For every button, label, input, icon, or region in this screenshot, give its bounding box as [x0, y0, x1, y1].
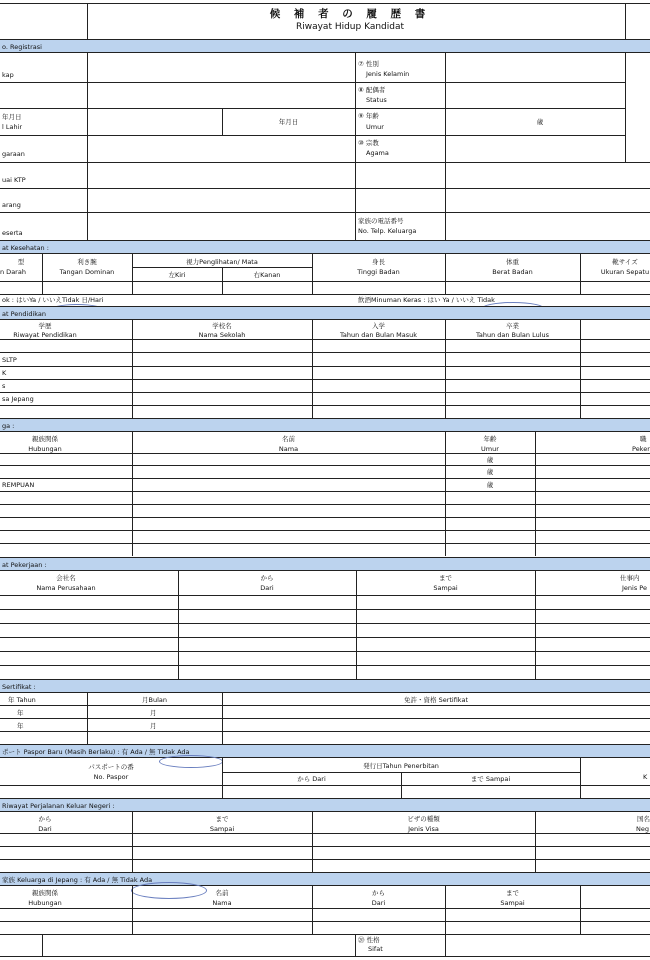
edu-header-school-jp: 学校名	[212, 322, 232, 330]
character-label-id: Sifat	[368, 945, 383, 953]
travel-header-country-jp: 国名	[637, 815, 650, 823]
reg-label-address: arang	[2, 201, 21, 209]
status-label-jp: ⑧ 配偶者	[358, 86, 386, 94]
family-phone-label-id: No. Telp. Keluarga	[358, 227, 417, 235]
family-header-rel-jp: 親族関係	[32, 435, 58, 443]
edu-row-label: s	[2, 382, 6, 390]
cert-header-year: 年 Tahun	[8, 696, 36, 704]
religion-label-jp: ⑩ 宗教	[358, 139, 379, 147]
edu-header-level-id: Riwayat Pendidikan	[13, 331, 77, 339]
form-title-jp: 候 補 者 の 履 歴 書	[269, 8, 431, 20]
age-label-id: Umur	[366, 123, 384, 131]
family-header-job-jp: 職	[640, 435, 647, 443]
reg-label-peserta: eserta	[2, 229, 23, 237]
section-label: o. Registrasi	[2, 43, 42, 51]
section-label: at Pekerjaan :	[2, 561, 47, 569]
edu-header-level-jp: 学歴	[38, 322, 52, 330]
cert-header-name: 免許・資格 Sertifikat	[404, 696, 468, 704]
family-age-unit: 歳	[486, 456, 494, 464]
reg-label-nationality: garaan	[2, 150, 25, 158]
health-header-weight-id: Berat Badan	[492, 268, 533, 276]
work-header-to-jp: まで	[439, 574, 452, 582]
edu-header-out-id: Tahun dan Bulan Lulus	[475, 331, 550, 339]
travel-header-from-id: Dari	[38, 825, 52, 833]
health-header-hand-jp: 利き腕	[77, 258, 97, 266]
eye-left-label: 左Kiri	[168, 271, 186, 279]
health-header-height-id: Tinggi Badan	[357, 268, 400, 276]
section-sertifikat	[0, 679, 650, 693]
health-header-blood-id: n Darah	[0, 268, 26, 276]
section-registrasi	[0, 39, 650, 53]
cert-year-unit: 年	[17, 709, 24, 717]
alcohol-question: 飲酒Minuman Keras : はい Ya / いいえ Tidak	[358, 296, 495, 304]
family-header-name-id: Nama	[278, 445, 299, 453]
passport-from-label: から Dari	[297, 775, 326, 783]
cert-year-unit: 年	[17, 722, 24, 730]
section-label: Riwayat Perjalanan Keluar Negeri :	[2, 802, 115, 810]
health-header-eyes: 視力Penglihatan/ Mata	[186, 258, 258, 266]
section-label: ga :	[2, 422, 15, 430]
section-keluarga	[0, 418, 650, 432]
work-header-company-id: Nama Perusahaan	[36, 584, 96, 592]
jp-family-header-from-id: Dari	[371, 899, 386, 907]
health-header-blood-jp: 型	[17, 258, 25, 266]
gender-label-jp: ⑦ 性別	[358, 60, 379, 68]
edu-row-label: K	[2, 369, 7, 377]
travel-header-visa-jp: ビザの種類	[407, 815, 440, 823]
section-perjalanan	[0, 798, 650, 812]
family-header-job-id: Peker	[632, 445, 650, 453]
cert-month-unit: 月	[150, 709, 157, 717]
family-phone-label-jp: 家族の電話番号	[358, 217, 404, 225]
passport-no-id: No. Paspor	[93, 773, 129, 781]
section-label: at Kesehatan :	[2, 244, 49, 252]
religion-label-id: Agama	[366, 149, 389, 157]
work-header-company-jp: 会社名	[56, 574, 76, 582]
jp-family-header-to-jp: まで	[506, 889, 519, 897]
section-keluarga-jepang	[0, 872, 650, 886]
edu-row-label: sa Jepang	[2, 395, 34, 403]
travel-header-to-id: Sampai	[209, 825, 235, 833]
family-age-unit: 歳	[486, 481, 494, 489]
age-label-jp: ⑨ 年齢	[358, 112, 379, 120]
edu-header-in-jp: 入学	[372, 322, 385, 330]
section-label: at Pendidikan	[2, 310, 47, 318]
edu-header-out-jp: 卒業	[506, 322, 519, 330]
jp-family-header-to-id: Sampai	[500, 899, 525, 907]
section-label: ポート Paspor Baru (Masih Berlaku) : 有 Ada / 無 Tidak Ada	[2, 748, 190, 756]
family-header-age-jp: 年齢	[483, 435, 497, 443]
passport-to-label: まで Sampai	[470, 775, 511, 783]
edu-header-in-id: Tahun dan Bulan Masuk	[339, 331, 417, 339]
travel-header-to-jp: まで	[215, 815, 229, 823]
form-title-id: Riwayat Hidup Kandidat	[295, 22, 405, 32]
character-label-jp: ⑳ 性格	[358, 936, 380, 944]
status-label-id: Status	[366, 96, 387, 104]
section-label: 家族 Keluarga di Jepang : 有 Ada / 無 Tidak Ada	[2, 876, 153, 884]
section-paspor	[0, 744, 650, 758]
section-pekerjaan	[0, 557, 650, 571]
passport-issued-label: 発行日Tahun Penerbitan	[363, 762, 439, 770]
family-row-relation: REMPUAN	[2, 481, 35, 489]
section-label: Sertifikat :	[2, 683, 36, 691]
health-header-height-jp: 身長	[372, 258, 385, 266]
family-header-rel-id: Hubungan	[28, 445, 62, 453]
work-header-from-id: Dari	[260, 584, 274, 592]
health-header-shoe-jp: 靴サイズ	[612, 258, 638, 266]
reg-label-birth-id: l Lahir	[2, 123, 23, 131]
edu-header-school-id: Nama Sekolah	[198, 331, 246, 339]
work-header-from-jp: から	[260, 574, 274, 582]
travel-header-from-jp: から	[38, 815, 52, 823]
work-header-to-id: Sampai	[433, 584, 458, 592]
cert-header-month: 月Bulan	[142, 696, 167, 704]
work-header-job-id: Jenis Pe	[622, 584, 647, 592]
reg-label-birth-jp: 年月日	[2, 113, 22, 121]
eye-right-label: 右Kanan	[253, 271, 281, 279]
age-unit: 歳	[536, 118, 544, 126]
birth-date-field[interactable]: 年月日	[278, 118, 299, 126]
jp-family-header-rel-jp: 親族関係	[32, 889, 58, 897]
jp-family-header-rel-id: Hubungan	[28, 899, 62, 907]
jp-family-header-name-id: Nama	[212, 899, 232, 907]
family-header-name-jp: 名前	[282, 435, 295, 443]
reg-label-name: kap	[2, 71, 14, 79]
section-kesehatan	[0, 240, 650, 254]
passport-no-jp: パスポートの番	[88, 763, 134, 771]
work-header-job-jp: 仕事内	[620, 574, 640, 582]
travel-header-country-id: Neg	[636, 825, 649, 833]
passport-right-label: K	[643, 773, 648, 781]
family-age-unit: 歳	[486, 468, 494, 476]
travel-header-visa-id: Jenis Visa	[408, 825, 439, 833]
jp-family-header-from-jp: から	[372, 889, 385, 897]
section-pendidikan	[0, 306, 650, 320]
health-header-hand-id: Tangan Dominan	[59, 268, 115, 276]
edu-row-label: SLTP	[2, 356, 17, 364]
smoking-question: ok : はいYa / いいえTidak 日/Hari	[2, 296, 104, 304]
reg-label-ktp: uai KTP	[2, 176, 26, 184]
gender-label-id: Jenis Kelamin	[366, 70, 410, 78]
health-header-shoe-id: Ukuran Sepatu	[600, 268, 650, 276]
cert-month-unit: 月	[150, 722, 157, 730]
jp-family-header-name-jp: 名前	[215, 889, 229, 897]
health-header-weight-jp: 体重	[506, 258, 519, 266]
family-header-age-id: Umur	[481, 445, 499, 453]
